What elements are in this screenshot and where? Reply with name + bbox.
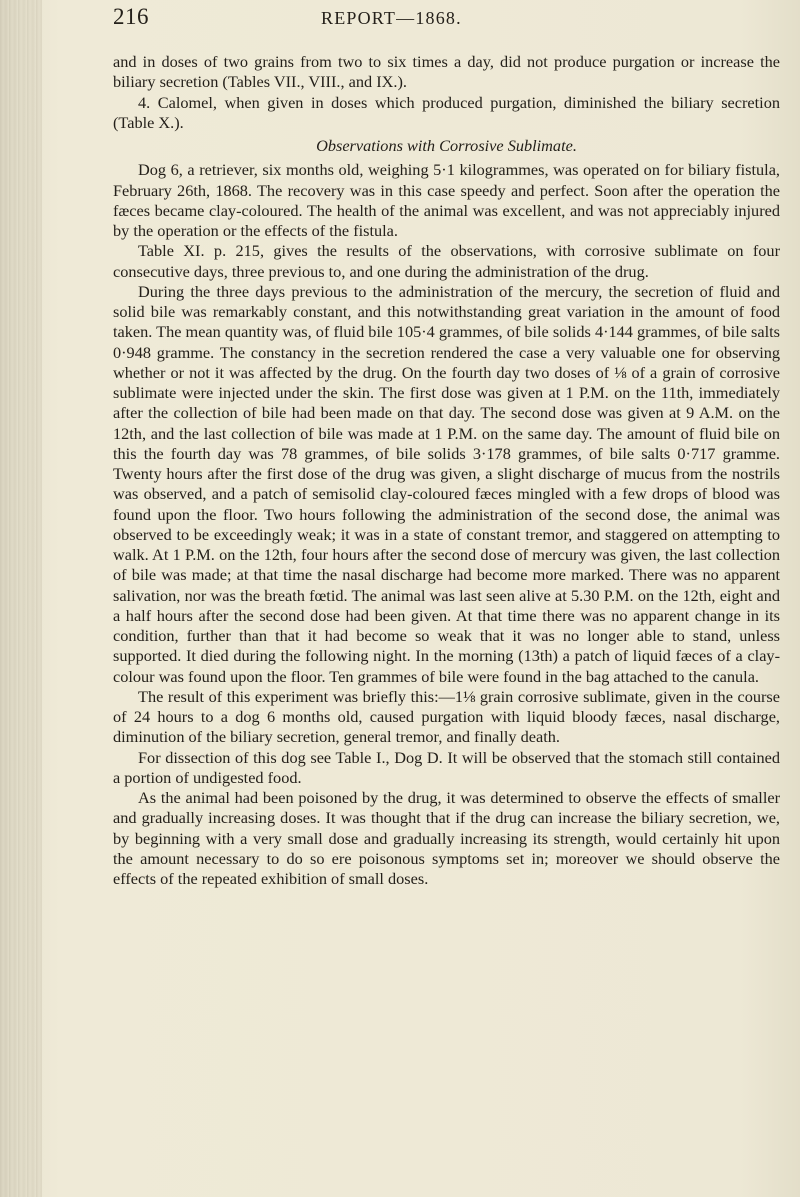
paragraph-opening: and in doses of two grains from two to six times a day, did not produce purgation or increase the biliary secretion (Tables VII., VIII., and IX.). (113, 52, 780, 92)
running-head: REPORT—1868. (321, 8, 462, 28)
paragraph-as-the-animal: As the animal had been poisoned by the drug, it was determined to observe the effects of smaller and gradually increasing doses. It was thought that if the drug can increase the biliary secretion, we, by beginning with a very small dose and gradually increasing its strength, would certainly hit upon the amount necessary to do so ere poisonous symptoms set in; moreover we should observe the effects of the repeated exhibition of small doses. (113, 788, 780, 888)
section-heading: Observations with Corrosive Sublimate. (316, 136, 577, 155)
page-header (113, 4, 740, 34)
paragraph-table-xi: Table XI. p. 215, gives the results of the observations, with corrosive sublimate on four consecutive days, three previous to, and one during the administration of the drug. (113, 241, 780, 281)
paragraph-dog-6: Dog 6, a retriever, six months old, weighing 5·1 kilogrammes, was operated on for biliary fistula, February 26th, 1868. The recovery was in this case speedy and perfect. Soon after the operation the fæces became clay-coloured. The health of the animal was excellent, and was not appreciably injured by the operation or the effects of the fistula. (113, 160, 780, 240)
page-number: 216 (113, 4, 149, 29)
paragraph-dissection: For dissection of this dog see Table I., Dog D. It will be observed that the stomach still contained a portion of undigested food. (113, 747, 780, 787)
paragraph-calomel: 4. Calomel, when given in doses which produced purgation, diminished the biliary secretion (Table X.). (113, 92, 780, 132)
page-body (113, 52, 780, 889)
book-binding-edge (0, 0, 42, 1197)
paragraph-result: The result of this experiment was briefly this:—1⅛ grain corrosive sublimate, given in the course of 24 hours to a dog 6 months old, caused purgation with liquid bloody fæces, nasal discharge, diminution of the biliary secretion, general tremor, and finally death. (113, 686, 780, 747)
paragraph-during: During the three days previous to the administration of the mercury, the secretion of fluid and solid bile was remarkably constant, and this notwithstanding great variation in the amount of food taken. The mean quantity was, of fluid bile 105·4 grammes, of bile solids 4·144 grammes, of bile salts 0·948 gramme. The constancy in the secretion rendered the case a very valuable one for observing whether or not it was affected by the drug. On the fourth day two doses of ⅛ of a grain of corrosive sublimate were injected under the skin. The first dose was given at 1 P.M. on the 11th, immediately after the collection of bile had been made on that day. The second dose was given at 9 A.M. on the 12th, and the last collection of bile was made at 1 P.M. on the same day. The amount of fluid bile on this the fourth day was 78 grammes, of bile solids 3·178 grammes, of bile salts 0·717 gramme. Twenty hours after the first dose of the drug was given, a slight discharge of mucus from the nostrils was observed, and a patch of semisolid clay-coloured fæces mingled with a few drops of blood was found upon the floor. Two hours following the administration of the second dose, the animal was observed to be exceedingly weak; it was in a state of constant tremor, and staggered on attempting to walk. At 1 P.M. on the 12th, four hours after the second dose of mercury was given, the last collection of bile was made; at that time the nasal discharge had become more marked. There was no apparent salivation, nor was the breath fœtid. The animal was last seen alive at 5.30 P.M. on the 12th, eight and a half hours after the second dose had been given. At that time there was no apparent change in its condition, further than that it had become so weak that it was no longer able to stand, unless supported. It died during the following night. In the morning (13th) a patch of liquid fæces of a clay-colour was found upon the floor. Ten grammes of bile were found in the bag attached to the canula. (113, 281, 780, 686)
